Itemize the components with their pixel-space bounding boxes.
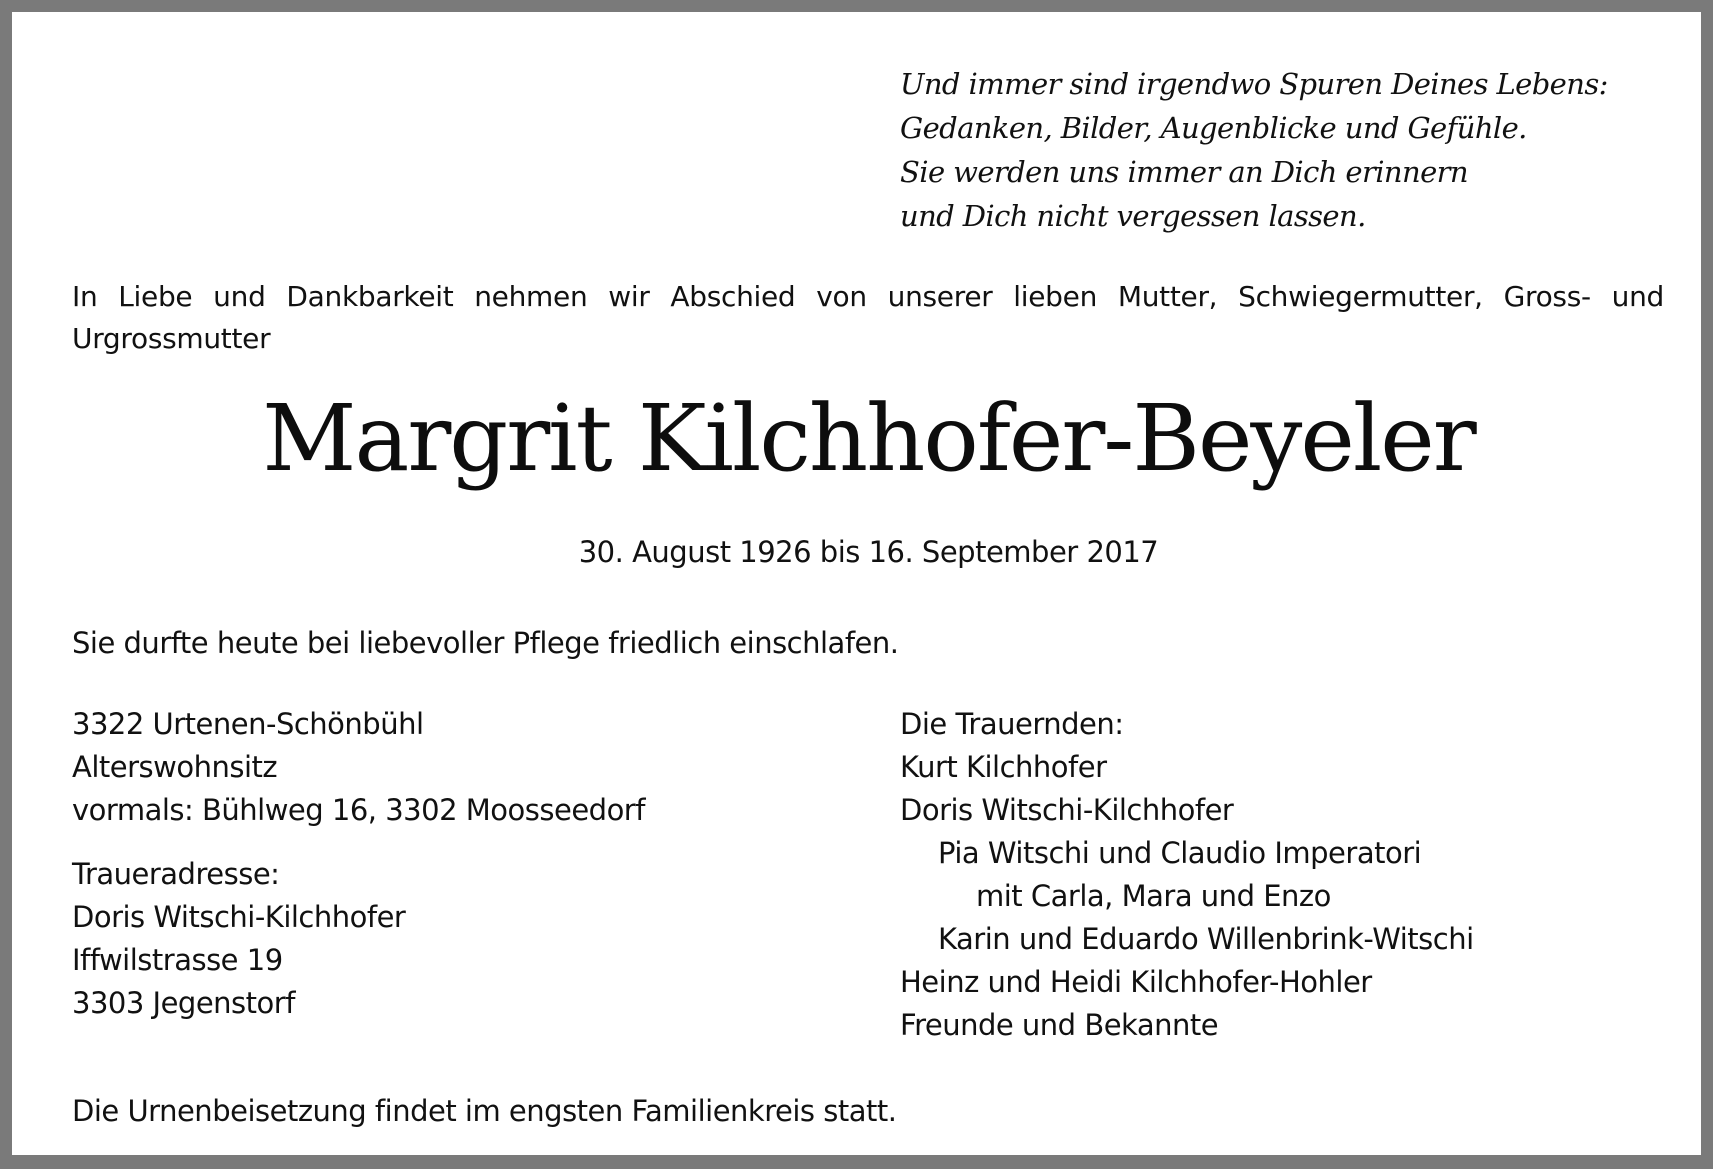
intro-text: In Liebe und Dankbarkeit nehmen wir Abschied von unserer lieben Mutter, Schwiegermutter, Gross- und Urgrossmutter: [72, 280, 1664, 355]
residence-line: 3322 Urtenen-Schönbühl: [72, 707, 424, 741]
mourning-address-street: Iffwilstrasse 19: [72, 943, 283, 977]
poem-line: Und immer sind irgendwo Spuren Deines Lebens:: [900, 67, 1608, 101]
poem-line: und Dich nicht vergessen lassen.: [900, 199, 1366, 233]
mourner-item: Kurt Kilchhofer: [900, 750, 1107, 784]
mourning-address-label: Traueradresse:: [72, 857, 280, 891]
spacer: [72, 832, 645, 853]
life-dates: 30. August 1926 bis 16. September 2017: [578, 535, 1159, 569]
passing-sentence: Sie durfte heute bei liebevoller Pflege friedlich einschlafen.: [72, 626, 899, 660]
mourner-item: Heinz und Heidi Kilchhofer-Hohler: [900, 965, 1372, 999]
mourner-item: Karin und Eduardo Willenbrink-Witschi: [938, 922, 1474, 956]
poem-line: Gedanken, Bilder, Augenblicke und Gefühle.: [900, 111, 1527, 145]
mourner-item: Freunde und Bekannte: [900, 1008, 1219, 1042]
mourner-item: Doris Witschi-Kilchhofer: [900, 793, 1234, 827]
mourner-item: mit Carla, Mara und Enzo: [976, 879, 1331, 913]
mourning-address-city: 3303 Jegenstorf: [72, 986, 295, 1020]
poem: [900, 62, 1608, 238]
mourning-address-name: Doris Witschi-Kilchhofer: [72, 900, 406, 934]
residence-line: vormals: Bühlweg 16, 3302 Moosseedorf: [72, 793, 645, 827]
mourners-label: Die Trauernden:: [900, 707, 1124, 741]
deceased-name: Margrit Kilchhofer-Beyeler: [262, 385, 1475, 492]
address-column: [72, 703, 645, 1025]
residence-line: Alterswohnsitz: [72, 750, 278, 784]
poem-line: Sie werden uns immer an Dich erinnern: [900, 155, 1468, 189]
closing-note: Die Urnenbeisetzung findet im engsten Familienkreis statt.: [72, 1094, 897, 1128]
mourner-item: Pia Witschi und Claudio Imperatori: [938, 836, 1422, 870]
mourners-column: [900, 703, 1474, 1047]
